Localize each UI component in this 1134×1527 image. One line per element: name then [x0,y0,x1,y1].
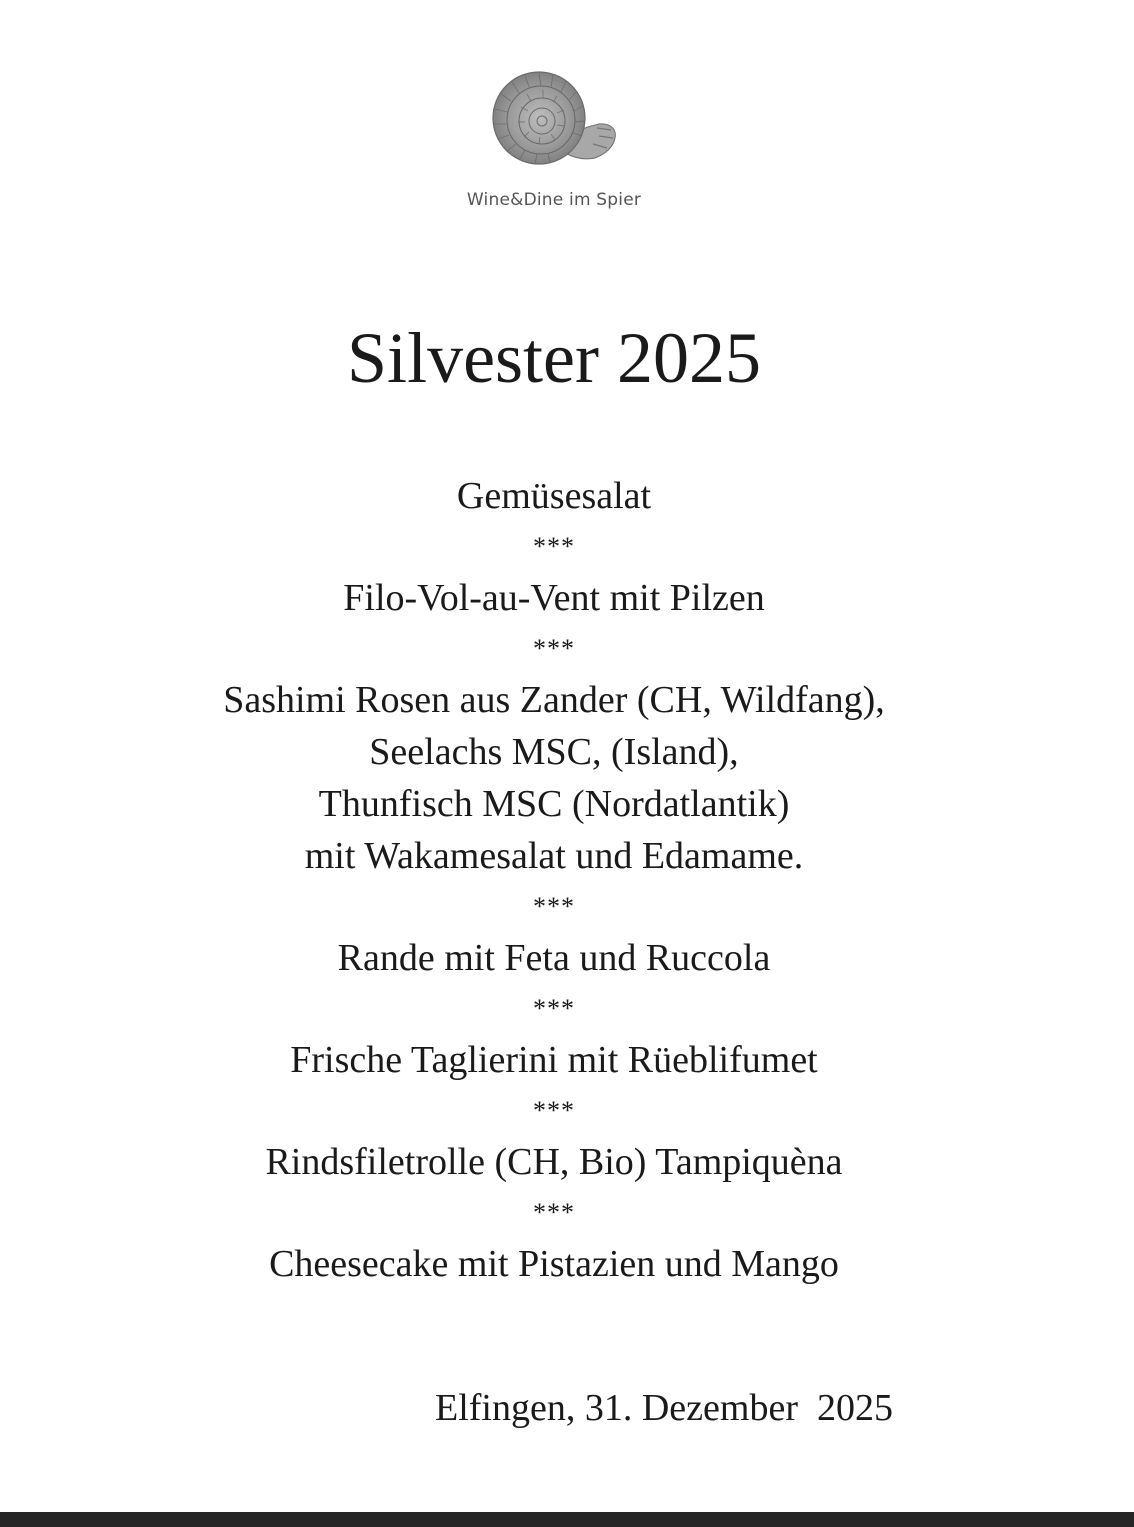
course-line: Cheesecake mit Pistazien und Mango [269,1243,839,1285]
page-title: Silvester 2025 [347,318,761,398]
place-date: Elfingen, 31. Dezember 2025 [435,1387,893,1429]
course-separator: *** [533,994,575,1023]
course-line: Rande mit Feta und Ruccola [337,937,771,979]
course-line: Filo-Vol-au-Vent mit Pilzen [343,577,765,619]
course-separator: *** [533,634,575,663]
brand-name: Wine&Dine im Spier [466,190,642,210]
bottom-bar [0,1512,1134,1527]
course-list [0,470,1108,1290]
course-line: Gemüsesalat [456,475,652,517]
course-separator: *** [533,532,575,561]
course-item [0,674,1108,882]
course-item [0,1238,1108,1290]
course-separator: *** [533,892,575,921]
ammonite-fossil-icon [487,68,621,174]
course-line: Rindsfiletrolle (CH, Bio) Tampiquèna [265,1141,843,1183]
course-line: mit Wakamesalat und Edamame. [304,835,804,877]
course-item [0,470,1108,522]
course-separator: *** [533,1096,575,1125]
course-line: Thunfisch MSC (Nordatlantik) [318,783,790,825]
course-item [0,1136,1108,1188]
course-item [0,932,1108,984]
course-line: Frische Taglierini mit Rüeblifumet [290,1039,818,1081]
course-line: Sashimi Rosen aus Zander (CH, Wildfang), [223,679,885,721]
course-item [0,1034,1108,1086]
course-separator: *** [533,1198,575,1227]
course-line: Seelachs MSC, (Island), [369,731,739,773]
course-item [0,572,1108,624]
